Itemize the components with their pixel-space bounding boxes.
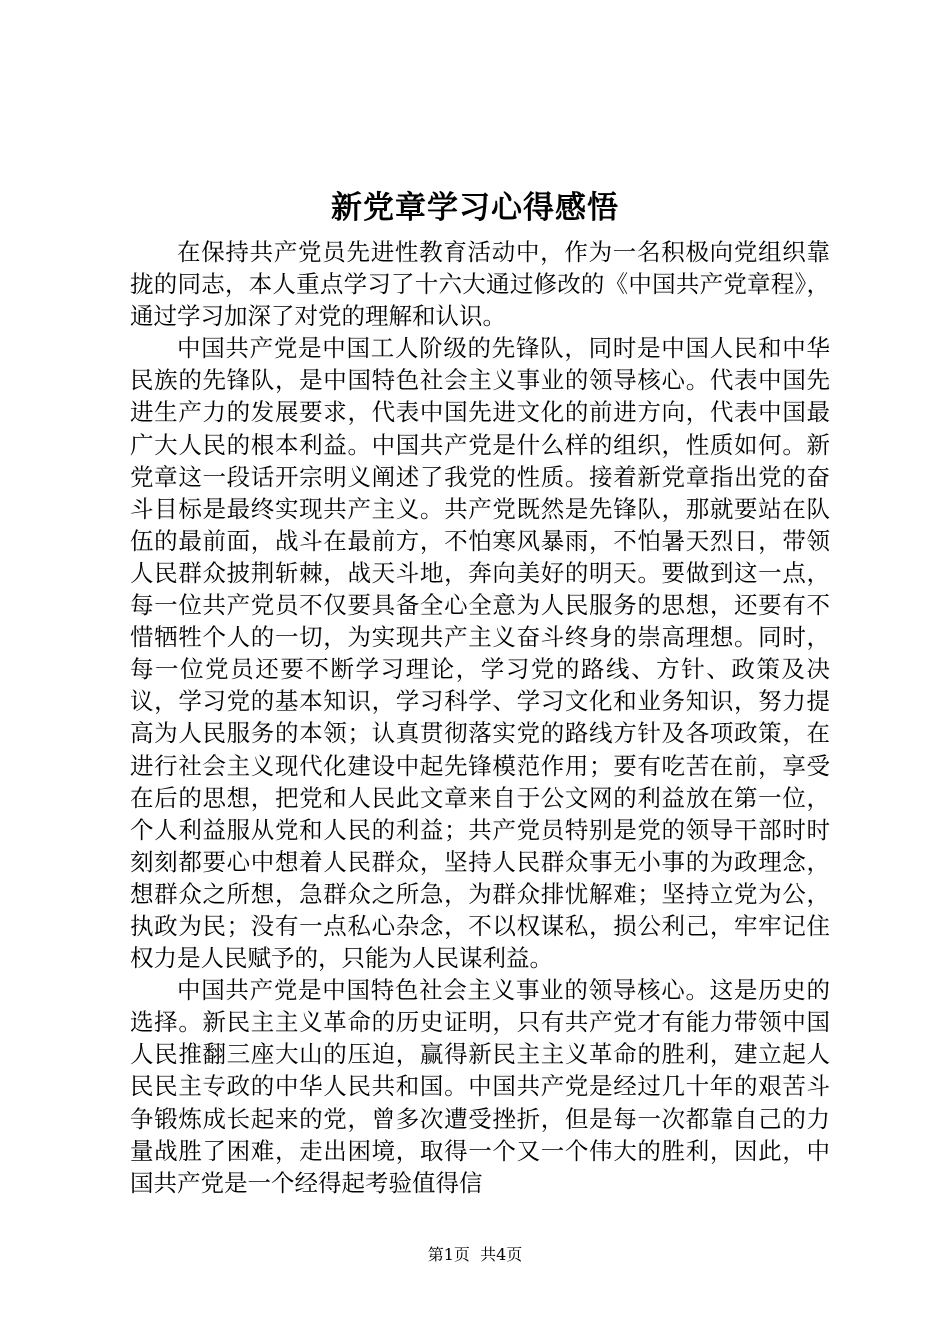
page-number-current: 第1页 xyxy=(427,1245,470,1264)
page-footer xyxy=(0,1243,950,1267)
page-number-total: 共4页 xyxy=(480,1245,523,1264)
paragraph-2: 中国共产党是中国工人阶级的先锋队，同时是中国人民和中华民族的先锋队，是中国特色社会主义事业的领导核心。代表中国先进生产力的发展要求，代表中国先进文化的前进方向，代表中国最广大人民的根本利益。中国共产党是什么样的组织，性质如何。新党章这一段话开宗明义阐述了我党的性质。接着新党章指出党的奋斗目标是最终实现共产主义。共产党既然是先锋队，那就要站在队伍的最前面，战斗在最前方，不怕寒风暴雨，不怕暑天烈日，带领人民群众披荆斩棘，战天斗地，奔向美好的明天。要做到这一点，每一位共产党员不仅要具备全心全意为人民服务的思想，还要有不惜牺牲个人的一切，为实现共产主义奋斗终身的崇高理想。同时，每一位党员还要不断学习理论，学习党的路线、方针、政策及决议，学习党的基本知识，学习科学、学习文化和业务知识，努力提高为人民服务的本领；认真贯彻落实党的路线方针及各项政策，在进行社会主义现代化建设中起先锋模范作用；要有吃苦在前，享受在后的思想，把党和人民此文章来自于公文网的利益放在第一位，个人利益服从党和人民的利益；共产党员特别是党的领导干部时时刻刻都要心中想着人民群众，坚持人民群众事无小事的为政理念，想群众之所想，急群众之所急，为群众排忧解难；坚持立党为公，执政为民；没有一点私心杂念，不以权谋私，损公利己，牢牢记住权力是人民赋予的，只能为人民谋利益。 xyxy=(130,334,830,973)
document-title: 新党章学习心得感悟 xyxy=(331,190,619,226)
paragraph-3: 中国共产党是中国特色社会主义事业的领导核心。这是历史的选择。新民主主义革命的历史证明，只有共产党才有能力带领中国人民推翻三座大山的压迫，赢得新民主主义革命的胜利，建立起人民民主专政的中华人民共和国。中国共产党是经过几十年的艰苦斗争锻炼成长起来的党，曾多次遭受挫折，但是每一次都靠自己的力量战胜了困难，走出困境，取得一个又一个伟大的胜利，因此，中国共产党是一个经得起考验值得信 xyxy=(130,976,830,1197)
paragraph-1: 在保持共产党员先进性教育活动中，作为一名积极向党组织靠拢的同志，本人重点学习了十六大通过修改的《中国共产党章程》，通过学习加深了对党的理解和认识。 xyxy=(130,238,830,331)
footer-separator xyxy=(470,1245,480,1264)
document-body xyxy=(130,236,830,1199)
